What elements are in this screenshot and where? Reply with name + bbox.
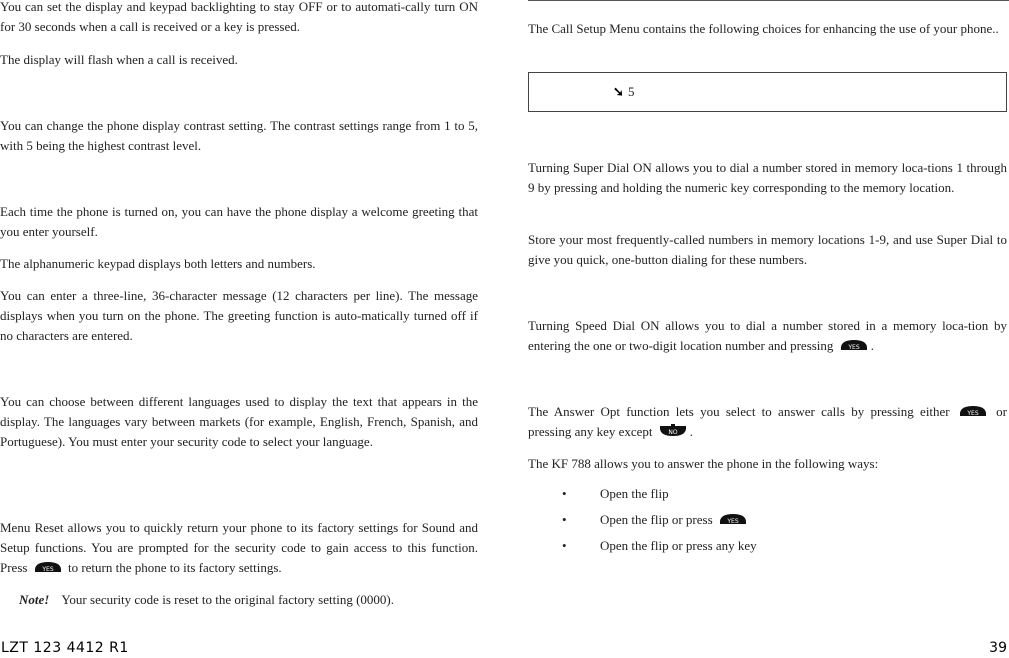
- list-item: [528, 536, 1007, 562]
- answer-opt-text-a: The Answer Opt function lets you select to answer calls by pressing either: [528, 404, 950, 419]
- list-item-text: Open the flip or press any key: [600, 538, 757, 553]
- note-label: Note!: [19, 592, 50, 607]
- answer-opt-text-c: .: [689, 424, 694, 439]
- menu-reset-text-a: Menu Reset allows you to quickly return your phone to its factory settings for Sound and Setup functions. You are prompted for the security code to gain access to this function. Press: [0, 520, 478, 575]
- bullet: •: [562, 486, 567, 501]
- yes-key-icon: [958, 404, 988, 418]
- no-key-icon: [658, 424, 688, 438]
- contrast-paragraph: You can change the phone display contrast setting. The contrast settings range from 1 to 5, with 5 being the highest contrast level.: [0, 118, 478, 153]
- yes-key-label: YES: [848, 344, 860, 352]
- speed-dial-text-b: .: [870, 338, 874, 353]
- greeting-paragraph: Each time the phone is turned on, you can have the phone display a welcome greeting that you enter yourself.: [0, 204, 478, 239]
- answer-opt-text-b: or pressing any key except: [528, 404, 1008, 439]
- yes-key-icon: [839, 338, 869, 352]
- speed-dial-paragraph: [528, 316, 1007, 356]
- yes-key-label: YES: [727, 518, 739, 526]
- yes-key-icon: [718, 512, 748, 526]
- list-item: [528, 510, 1007, 536]
- list-item: [528, 484, 1007, 510]
- keypad-paragraph: The alphanumeric keypad displays both letters and numbers.: [0, 256, 316, 271]
- bullet: •: [562, 512, 567, 527]
- language-paragraph: You can choose between different languages used to display the text that appears in the display. The languages vary between markets (for example, English, French, Spanish, and Portuguese). You must enter your security code to select your language.: [0, 394, 478, 449]
- answer-opt-paragraph: [528, 402, 1007, 442]
- super-dial-tip-paragraph: Store your most frequently-called numbers in memory locations 1-9, and use Super Dial to give you quick, one-button dialing for these numbers.: [528, 232, 1007, 267]
- answer-ways-intro: The KF 788 allows you to answer the phone in the following ways:: [528, 456, 879, 471]
- no-key-label: NO: [668, 429, 678, 437]
- backlight-paragraph: You can set the display and keypad backlighting to stay OFF or to automati-cally turn ON for 30 seconds when a call is received or a key is pressed.: [0, 0, 478, 34]
- greeting-message-paragraph: You can enter a three-line, 36-character message (12 characters per line). The message displays when you turn on the phone. The greeting function is auto-matically turned off if no characters are entered.: [0, 288, 478, 343]
- note-text: Your security code is reset to the original factory setting (0000).: [61, 592, 394, 607]
- page-number: 39: [989, 640, 1007, 656]
- list-item-text-part: Open the flip or press: [600, 512, 713, 527]
- call-setup-intro: The Call Setup Menu contains the following choices for enhancing the use of your phone..: [528, 21, 999, 36]
- menu-reset-text-b: to return the phone to its factory settings.: [67, 560, 282, 575]
- menu-arrow-icon: ➘: [613, 84, 624, 99]
- list-item-text: Open the flip: [600, 486, 669, 501]
- top-rule: [528, 0, 1009, 1]
- yes-key-label: YES: [42, 566, 54, 574]
- list-item-text: [600, 510, 750, 530]
- menu-reset-paragraph: [0, 518, 478, 578]
- speed-dial-text-a: Turning Speed Dial ON allows you to dial a number stored in a memory loca-tion by entering the one or two-digit location number and pressing: [528, 318, 1007, 353]
- bullet: •: [562, 538, 567, 553]
- super-dial-paragraph: Turning Super Dial ON allows you to dial a number stored in memory loca-tions 1 through 9 by pressing and holding the numeric key corresponding to the memory location.: [528, 160, 1007, 195]
- note: [19, 590, 479, 610]
- backlight-flash-paragraph: The display will flash when a call is received.: [0, 52, 238, 67]
- answer-ways-list: [528, 484, 1007, 562]
- document-number: LZT 123 4412 R1: [1, 640, 129, 656]
- yes-key-icon: [33, 560, 63, 574]
- menu-path-box: [528, 72, 1007, 112]
- menu-number: 5: [628, 84, 635, 99]
- yes-key-label: YES: [967, 410, 979, 418]
